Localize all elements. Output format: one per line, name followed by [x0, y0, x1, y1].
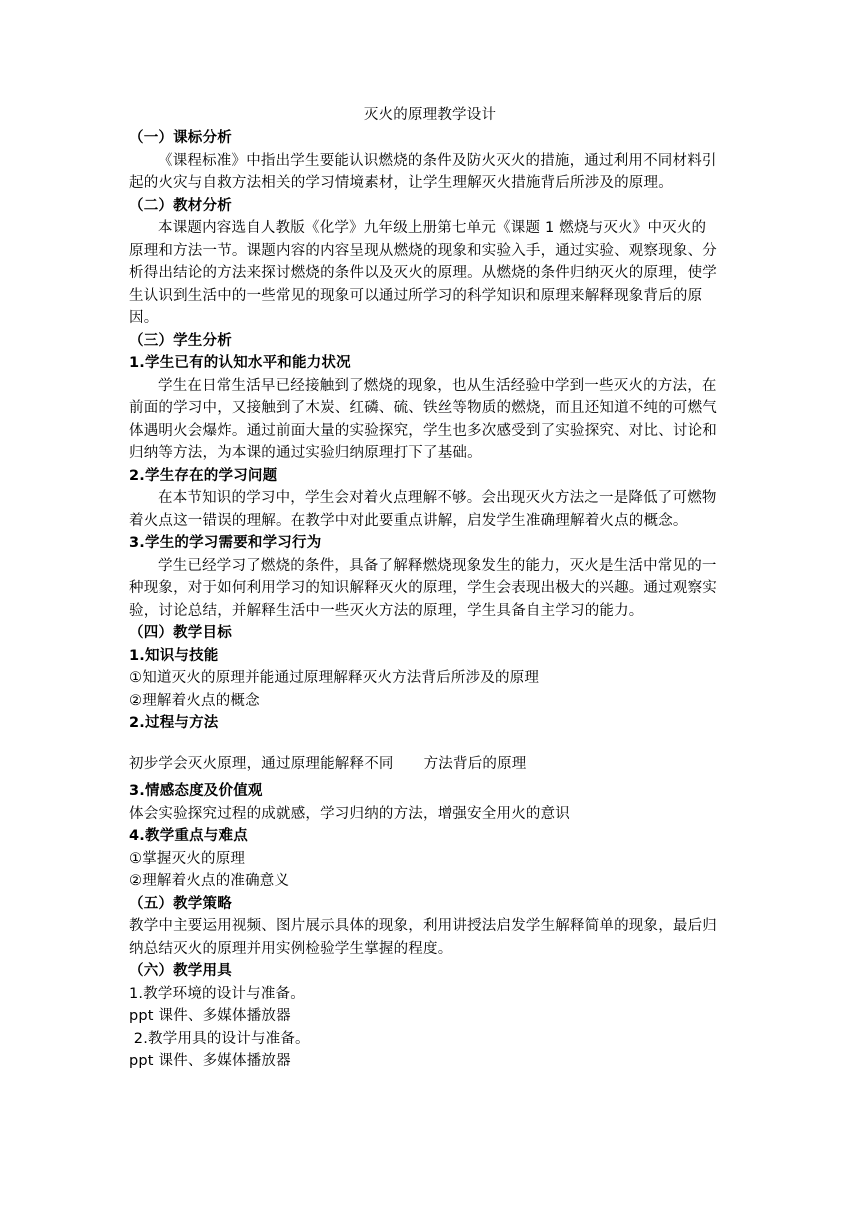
list-item: 1.教学环境的设计与准备。	[129, 986, 305, 1002]
paragraph-line: 生认识到生活中的一些常见的现象可以通过所学习的科学知识和原理来解释现象背后的原	[129, 288, 703, 304]
subheading: 1.学生已有的认知水平和能力状况	[129, 355, 351, 371]
paragraph-line: 验，讨论总结，并解释生活中一些灭火方法的原理，学生具备自主学习的能力。	[129, 603, 644, 619]
list-item: ②理解着火点的概念	[129, 693, 260, 709]
paragraph-line: 《课程标准》中指出学生要能认识燃烧的条件及防火灭火的措施，通过利用不同材料引	[158, 153, 717, 169]
paragraph-line: 因。	[129, 310, 159, 326]
paragraph-line	[129, 753, 527, 775]
paragraph-line: 教学中主要运用视频、图片展示具体的现象，利用讲授法启发学生解释简单的现象，最后归	[129, 918, 717, 934]
subheading: 3.学生的学习需要和学习行为	[129, 535, 322, 551]
paragraph-line: 体会实验探究过程的成就感，学习归纳的方法，增强安全用火的意识	[129, 806, 570, 822]
subheading: 1.知识与技能	[129, 648, 219, 664]
paragraph-line: 体遇明火会爆炸。通过前面大量的实验探究，学生也多次感受到了实验探究、对比、讨论和	[129, 423, 717, 439]
list-item: ppt 课件、多媒体播放器	[129, 1008, 291, 1024]
paragraph-line: 起的火灾与自救方法相关的学习情境素材，让学生理解灭火措施背后所涉及的原理。	[129, 175, 673, 191]
list-item: 2.教学用具的设计与准备。	[129, 1031, 310, 1047]
paragraph-line: 本课题内容选自人教版《化学》九年级上册第七单元《课题 1 燃烧与灭火》中灭火的	[158, 220, 707, 236]
paragraph-line: 着火点这一错误的理解。在教学中对此要重点讲解，启发学生准确理解着火点的概念。	[129, 513, 688, 529]
paragraph-line: 学生在日常生活早已经接触到了燃烧的现象，也从生活经验中学到一些灭火的方法，在	[158, 378, 717, 394]
list-item: ppt 课件、多媒体播放器	[129, 1053, 291, 1069]
section-heading-tools: （六）教学用具	[129, 963, 232, 979]
list-item: ②理解着火点的准确意义	[129, 873, 290, 889]
subheading: 3.情感态度及价值观	[129, 783, 263, 799]
paragraph-line: 学生已经学习了燃烧的条件，具备了解释燃烧现象发生的能力，灭火是生活中常见的一	[158, 558, 717, 574]
section-heading-curriculum: （一）课标分析	[129, 130, 232, 146]
paragraph-line: 种现象，对于如何利用学习的知识解释灭火的原理，学生会表现出极大的兴趣。通过观察实	[129, 580, 717, 596]
text-segment: 方法背后的原理	[423, 756, 527, 772]
paragraph-line: 归纳等方法，为本课的通过实验归纳原理打下了基础。	[129, 445, 482, 461]
section-heading-students: （三）学生分析	[129, 333, 232, 349]
text-segment: 初步学会灭火原理，通过原理能解释不同	[129, 756, 394, 772]
section-heading-objectives: （四）教学目标	[129, 625, 232, 641]
subheading: 4.教学重点与难点	[129, 828, 248, 844]
section-heading-strategy: （五）教学策略	[129, 896, 232, 912]
list-item: ①知道灭火的原理并能通过原理解释灭火方法背后所涉及的原理	[129, 670, 540, 686]
document-title: 灭火的原理教学设计	[363, 107, 497, 123]
paragraph-line: 在本节知识的学习中，学生会对着火点理解不够。会出现灭火方法之一是降低了可燃物	[158, 490, 717, 506]
list-item: ①掌握灭火的原理	[129, 851, 246, 867]
subheading: 2.过程与方法	[129, 715, 219, 731]
paragraph-line: 原理和方法一节。课题内容的内容呈现从燃烧的现象和实验入手，通过实验、观察现象、分	[129, 243, 717, 259]
paragraph-line: 析得出结论的方法来探讨燃烧的条件以及灭火的原理。从燃烧的条件归纳灭火的原理，使学	[129, 265, 717, 281]
subheading: 2.学生存在的学习问题	[129, 468, 278, 484]
paragraph-line: 前面的学习中，又接触到了木炭、红磷、硫、铁丝等物质的燃烧，而且还知道不纯的可燃气	[129, 400, 717, 416]
section-heading-textbook: （二）教材分析	[129, 198, 232, 214]
paragraph-line: 纳总结灭火的原理并用实例检验学生掌握的程度。	[129, 941, 453, 957]
